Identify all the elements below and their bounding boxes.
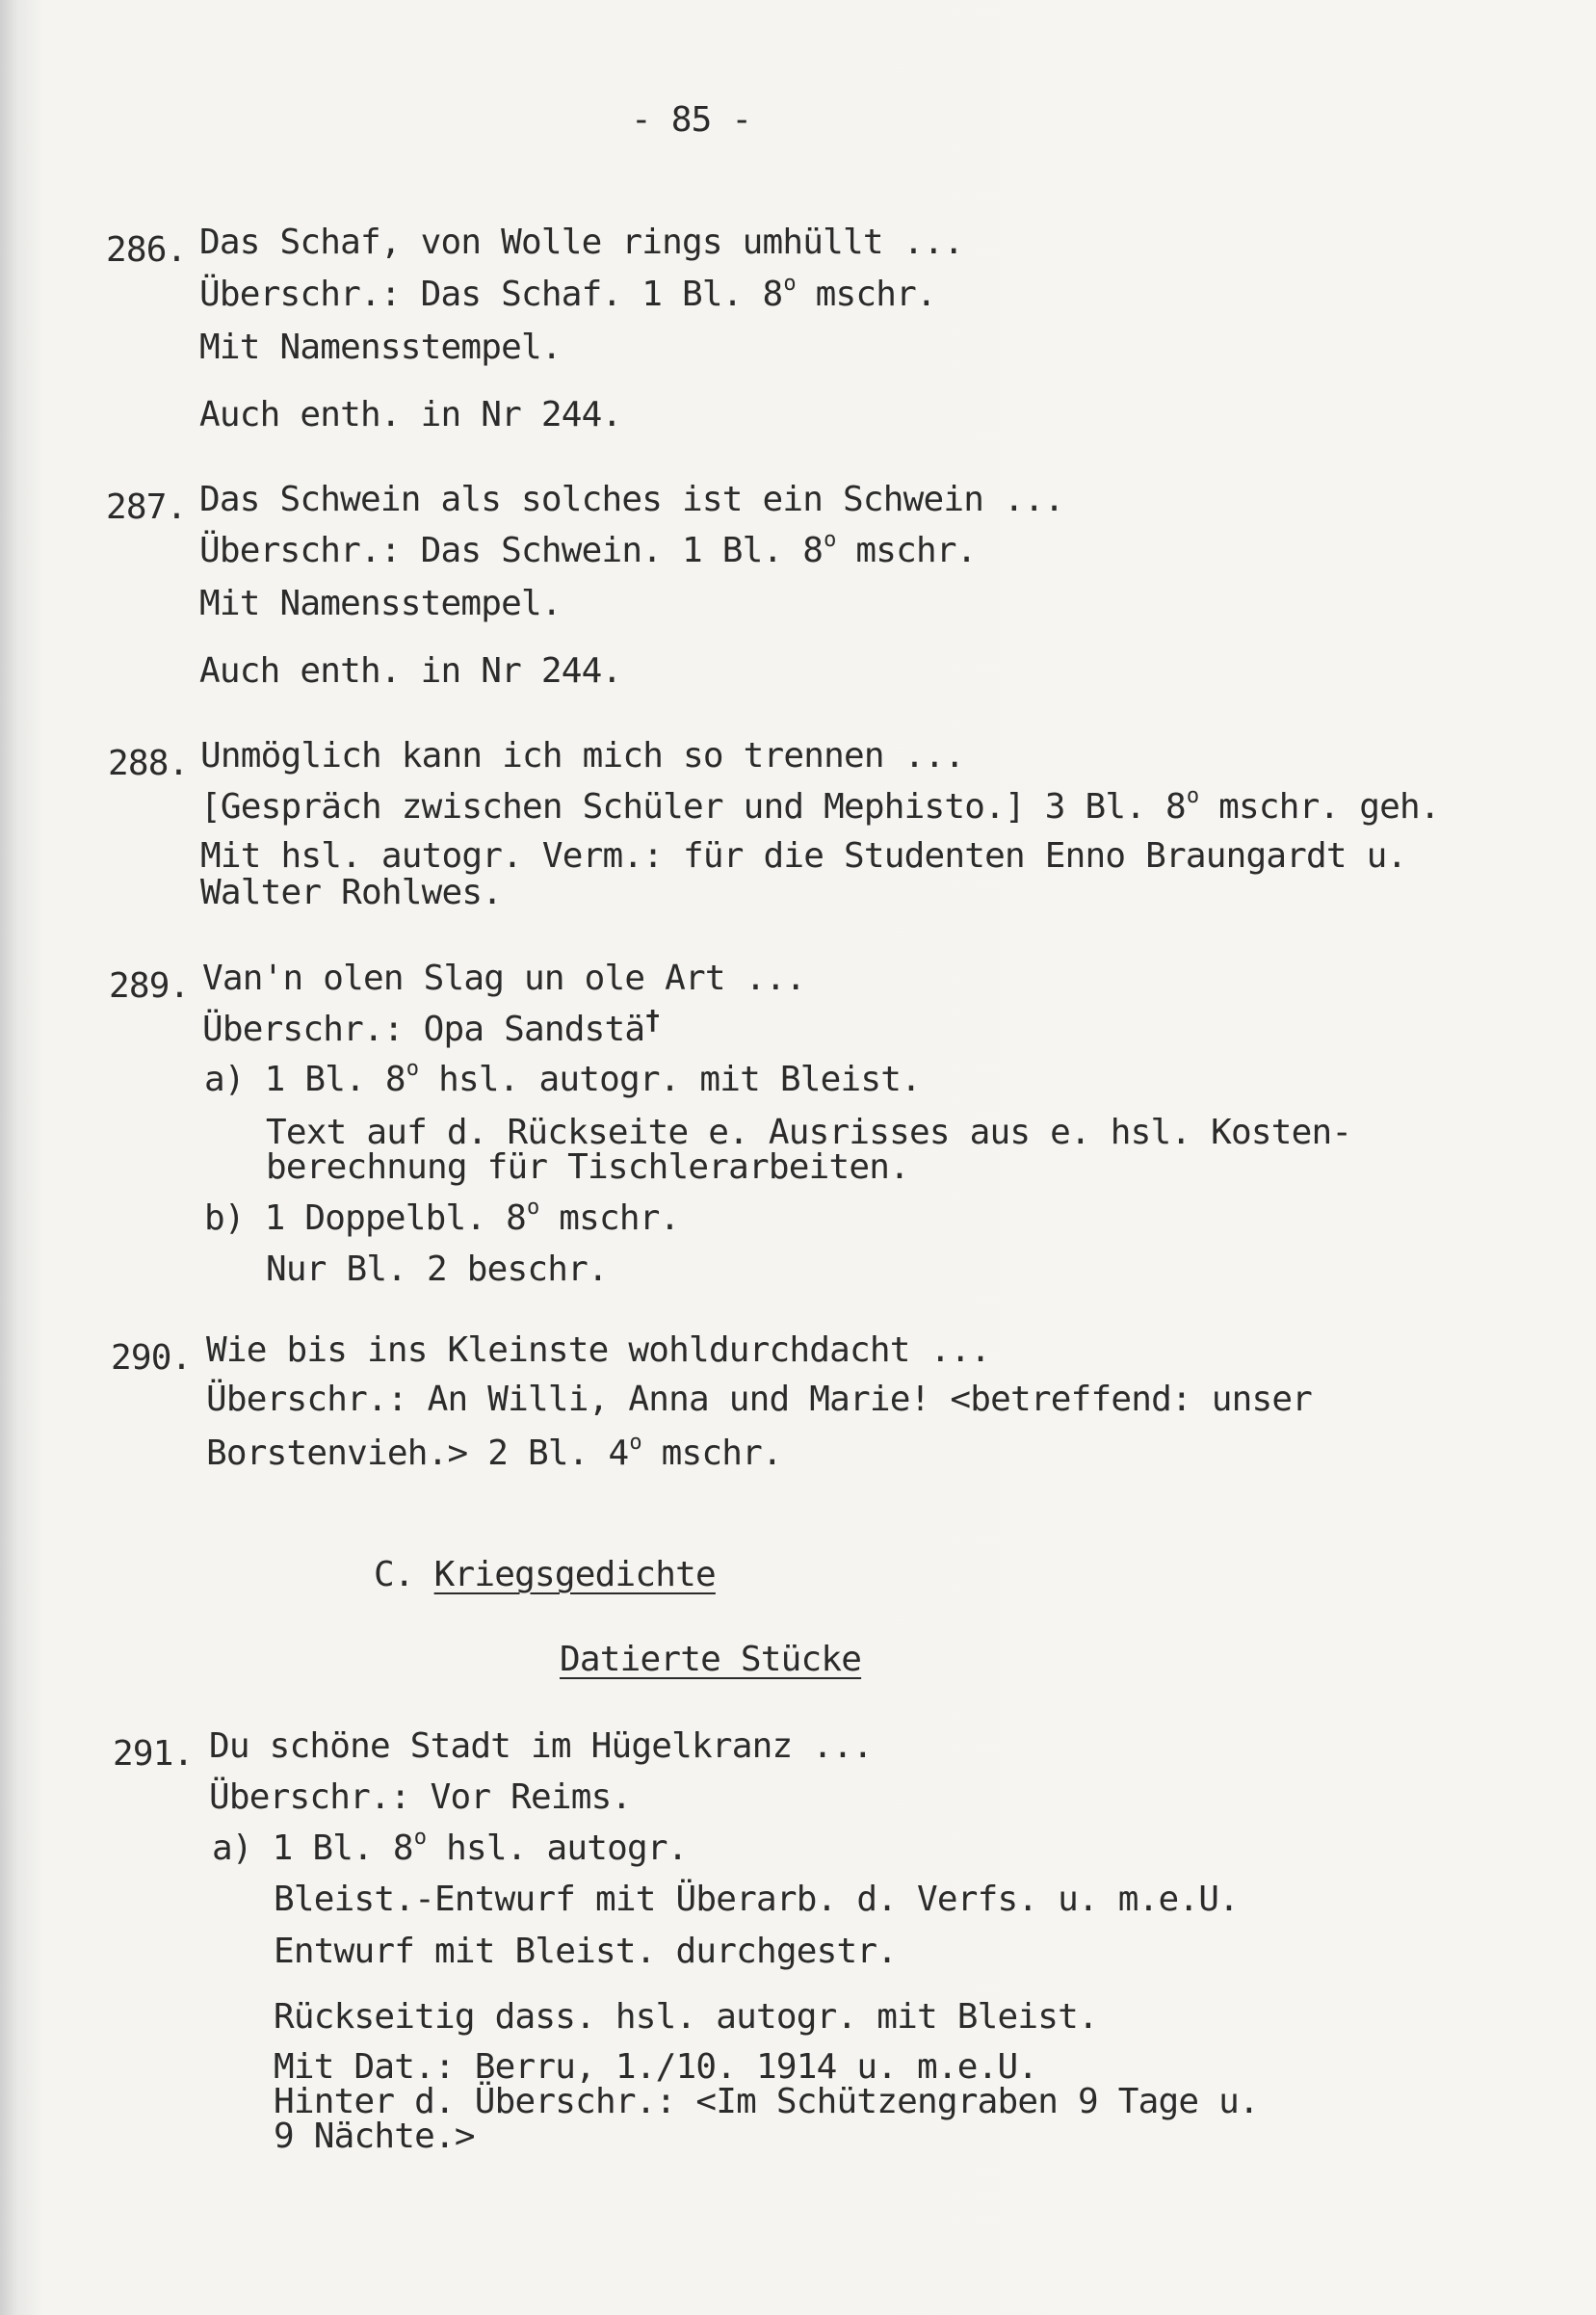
entry-291-note-2: Entwurf mit Bleist. durchgestr.: [274, 1932, 898, 1971]
entry-289-variant-a: a) 1 Bl. 8$^o$ hsl. autogr. mit Bleist.: [204, 1057, 922, 1099]
entry-288-description: [Gespräch zwischen Schüler und Mephisto.] 3 Bl. 8$^o$ mschr. geh.: [200, 784, 1440, 827]
entry-289-number: 289.: [109, 966, 190, 1006]
entry-288-note-cont: Walter Rohlwes.: [200, 873, 503, 912]
entry-291-variant-a: a) 1 Bl. 8$^o$ hsl. autogr.: [212, 1826, 688, 1868]
entry-291-heading: Überschr.: Vor Reims.: [209, 1777, 632, 1817]
page-number: - 85 -: [631, 100, 752, 140]
entry-290-description: Borstenvieh.> 2 Bl. 4$^o$ mschr.: [206, 1431, 782, 1473]
entry-289-variant-b: b) 1 Doppelbl. 8$^o$ mschr.: [204, 1196, 680, 1238]
entry-291-note-6: 9 Nächte.>: [274, 2117, 475, 2156]
entry-289-heading: Überschr.: Opa Sandstä†: [202, 1004, 661, 1049]
entry-287-number: 287.: [106, 487, 187, 527]
entry-291-note-4: Mit Dat.: Berru, 1./10. 1914 u. m.e.U.: [274, 2047, 1038, 2087]
entry-290-heading: Überschr.: An Willi, Anna und Marie! <betreffend: unser: [206, 1380, 1313, 1419]
entry-288-note: Mit hsl. autogr. Verm.: für die Studenten Enno Braungardt u.: [200, 836, 1407, 876]
entry-288-number: 288.: [108, 744, 189, 783]
entry-289-title: Van'n olen Slag un ole Art ...: [202, 959, 806, 998]
entry-291-title: Du schöne Stadt im Hügelkranz ...: [209, 1726, 873, 1766]
entry-286-title: Das Schaf, von Wolle rings umhüllt ...: [199, 223, 964, 262]
entry-286-note: Mit Namensstempel.: [199, 328, 562, 367]
entry-289-variant-a-note: Text auf d. Rückseite e. Ausrisses aus e. hsl. Kosten-: [266, 1113, 1352, 1152]
section-heading: C. Kriegsgedichte: [374, 1555, 716, 1594]
entry-286-reference: Auch enth. in Nr 244.: [199, 395, 622, 434]
entry-291-note-3: Rückseitig dass. hsl. autogr. mit Bleist.: [274, 1997, 1098, 2037]
entry-291-number: 291.: [113, 1734, 194, 1774]
entry-291-note-1: Bleist.-Entwurf mit Überarb. d. Verfs. u. m.e.U.: [274, 1880, 1239, 1919]
section-subheading: Datierte Stücke: [560, 1640, 862, 1679]
entry-289-variant-b-note: Nur Bl. 2 beschr.: [266, 1250, 608, 1289]
entry-291-note-5: Hinter d. Überschr.: <Im Schützengraben 9 Tage u.: [274, 2082, 1259, 2121]
entry-289-variant-a-note-cont: berechnung für Tischlerarbeiten.: [266, 1147, 909, 1187]
entry-287-note: Mit Namensstempel.: [199, 584, 562, 623]
entry-286-number: 286.: [106, 230, 187, 270]
entry-290-title: Wie bis ins Kleinste wohldurchdacht ...: [206, 1330, 991, 1370]
entry-287-description: Überschr.: Das Schwein. 1 Bl. 8$^o$ mschr.: [199, 528, 977, 570]
entry-290-number: 290.: [111, 1338, 192, 1378]
entry-286-description: Überschr.: Das Schaf. 1 Bl. 8$^o$ mschr.: [199, 272, 936, 314]
entry-287-title: Das Schwein als solches ist ein Schwein ...: [199, 480, 1064, 519]
entry-288-title: Unmöglich kann ich mich so trennen ...: [200, 736, 965, 776]
entry-287-reference: Auch enth. in Nr 244.: [199, 651, 622, 691]
dagger-glyph: †: [644, 1004, 661, 1036]
